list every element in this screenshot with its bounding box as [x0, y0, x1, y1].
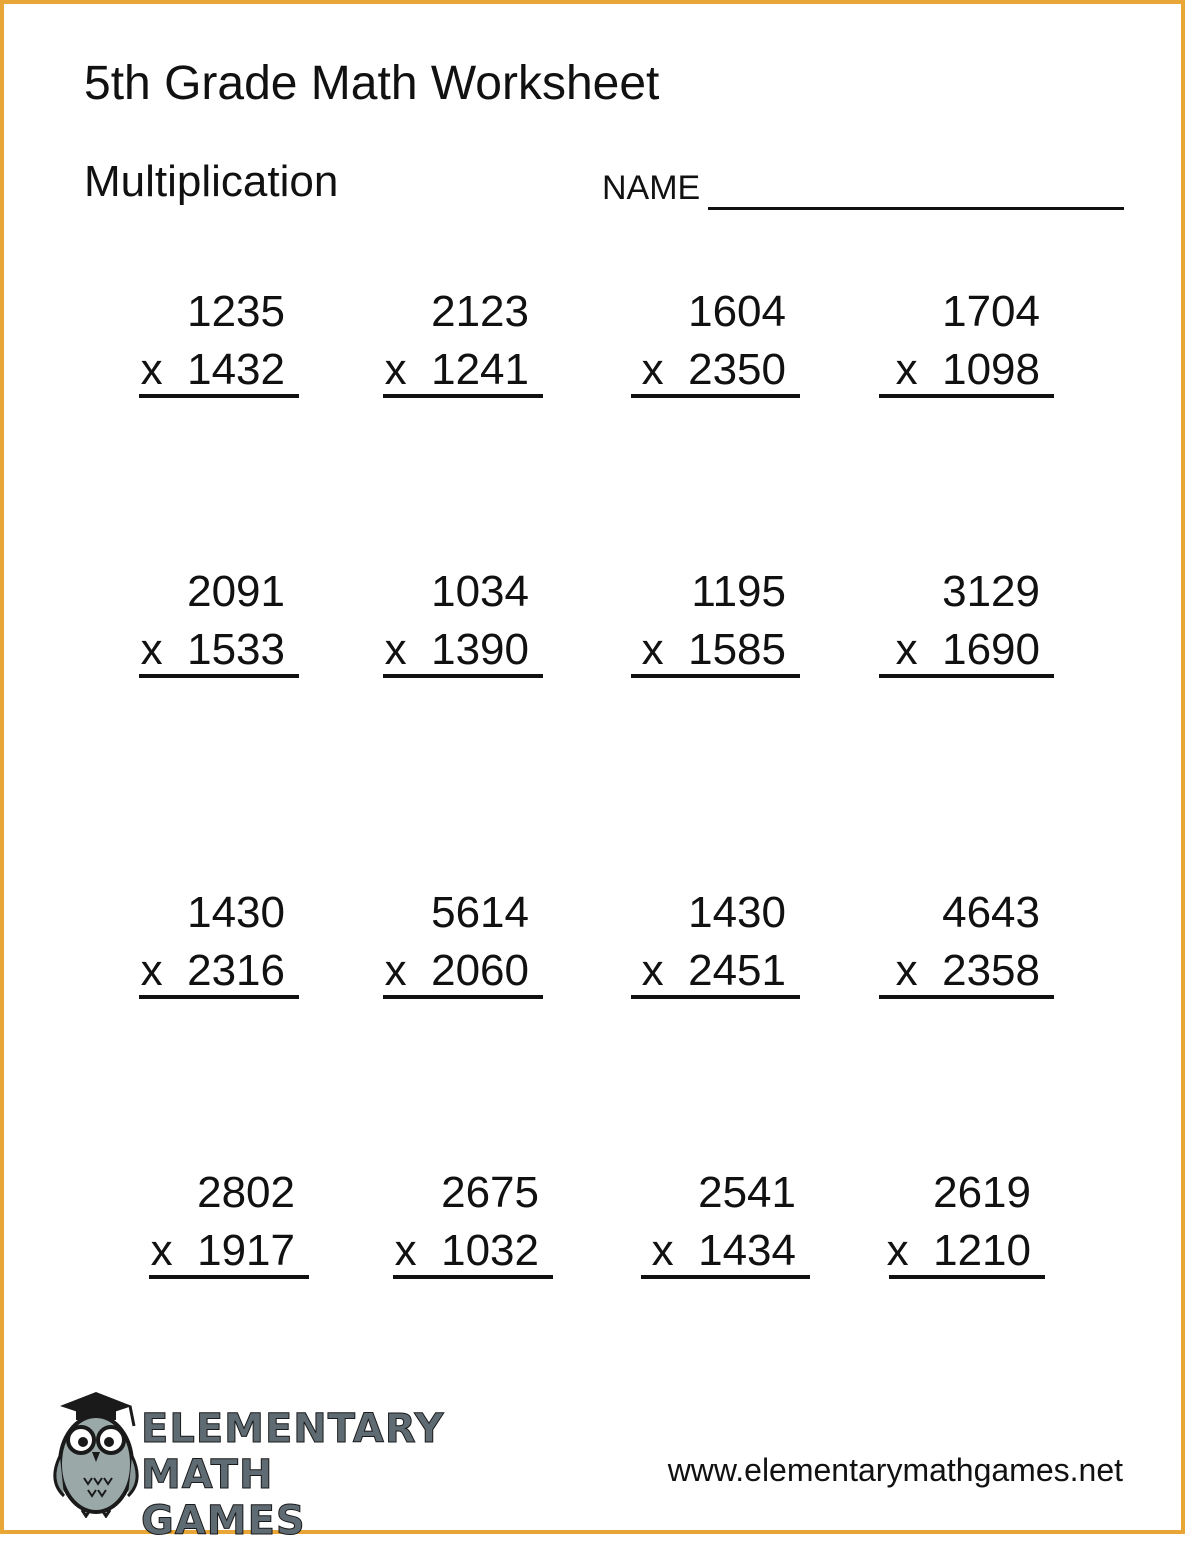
- problem-top-number: 1704: [942, 287, 1040, 336]
- answer-line: [393, 1275, 553, 1279]
- problem-top-number: 3129: [942, 567, 1040, 616]
- problem-13: [149, 1167, 309, 1277]
- answer-line: [631, 674, 800, 678]
- problem-bottom-number: x 1210: [886, 1226, 1031, 1275]
- problem-bottom-number: x 1098: [895, 345, 1040, 394]
- problem-bottom-number: x 2316: [140, 946, 285, 995]
- problem-bottom-number: x 1585: [641, 625, 786, 674]
- logo-line-1: ELEMENTARY: [141, 1406, 445, 1452]
- problem-bottom-number: x 1434: [651, 1226, 796, 1275]
- answer-line: [631, 394, 800, 398]
- problem-top-number: 2123: [431, 287, 529, 336]
- problem-7: [631, 566, 800, 676]
- answer-line: [879, 674, 1054, 678]
- problem-top-number: 2541: [698, 1168, 796, 1217]
- problem-9: [139, 887, 299, 997]
- problem-15: [641, 1167, 810, 1277]
- problem-11: [631, 887, 800, 997]
- problem-bottom-number: x 2060: [384, 946, 529, 995]
- name-label: NAME: [602, 169, 701, 207]
- answer-line: [139, 995, 299, 999]
- answer-line: [149, 1275, 309, 1279]
- problem-8: [879, 566, 1054, 676]
- problem-top-number: 1604: [688, 287, 786, 336]
- problem-bottom-number: x 2451: [641, 946, 786, 995]
- problem-top-number: 1034: [431, 567, 529, 616]
- problem-top-number: 2619: [933, 1168, 1031, 1217]
- answer-line: [641, 1275, 810, 1279]
- problem-top-number: 2675: [441, 1168, 539, 1217]
- problem-bottom-number: x 1032: [394, 1226, 539, 1275]
- problem-bottom-number: x 1690: [895, 625, 1040, 674]
- problem-bottom-number: x 1917: [150, 1226, 295, 1275]
- problem-10: [383, 887, 543, 997]
- problem-14: [393, 1167, 553, 1277]
- worksheet-title: 5th Grade Math Worksheet: [84, 57, 660, 110]
- answer-line: [383, 674, 543, 678]
- logo-line-2: MATH GAMES: [141, 1452, 306, 1544]
- answer-line: [139, 674, 299, 678]
- problem-bottom-number: x 1533: [140, 625, 285, 674]
- problem-top-number: 5614: [431, 888, 529, 937]
- problem-3: [631, 286, 800, 396]
- problem-top-number: 1430: [688, 888, 786, 937]
- answer-line: [889, 1275, 1045, 1279]
- name-blank-line: [708, 207, 1124, 210]
- problem-16: [886, 1167, 1045, 1277]
- problem-top-number: 1235: [187, 287, 285, 336]
- answer-line: [631, 995, 800, 999]
- problem-12: [879, 887, 1054, 997]
- problem-bottom-number: x 1241: [384, 345, 529, 394]
- problem-6: [383, 566, 543, 676]
- answer-line: [879, 995, 1054, 999]
- problem-top-number: 2091: [187, 567, 285, 616]
- worksheet-subtitle: Multiplication: [84, 157, 339, 206]
- problem-bottom-number: x 2350: [641, 345, 786, 394]
- problem-bottom-number: x 1390: [384, 625, 529, 674]
- answer-line: [383, 995, 543, 999]
- problem-bottom-number: x 1432: [140, 345, 285, 394]
- problem-top-number: 4643: [942, 888, 1040, 937]
- problem-1: [139, 286, 299, 396]
- website-url: www.elementarymathgames.net: [667, 1452, 1123, 1488]
- problem-top-number: 1430: [187, 888, 285, 937]
- problem-top-number: 2802: [197, 1168, 295, 1217]
- problem-5: [139, 566, 299, 676]
- answer-line: [139, 394, 299, 398]
- problem-top-number: 1195: [691, 567, 786, 616]
- owl-mascot-icon: [46, 1386, 146, 1518]
- problem-4: [879, 286, 1054, 396]
- problem-2: [383, 286, 543, 396]
- answer-line: [879, 394, 1054, 398]
- elementary-math-games-logo: [46, 1386, 445, 1544]
- problem-bottom-number: x 2358: [895, 946, 1040, 995]
- answer-line: [383, 394, 543, 398]
